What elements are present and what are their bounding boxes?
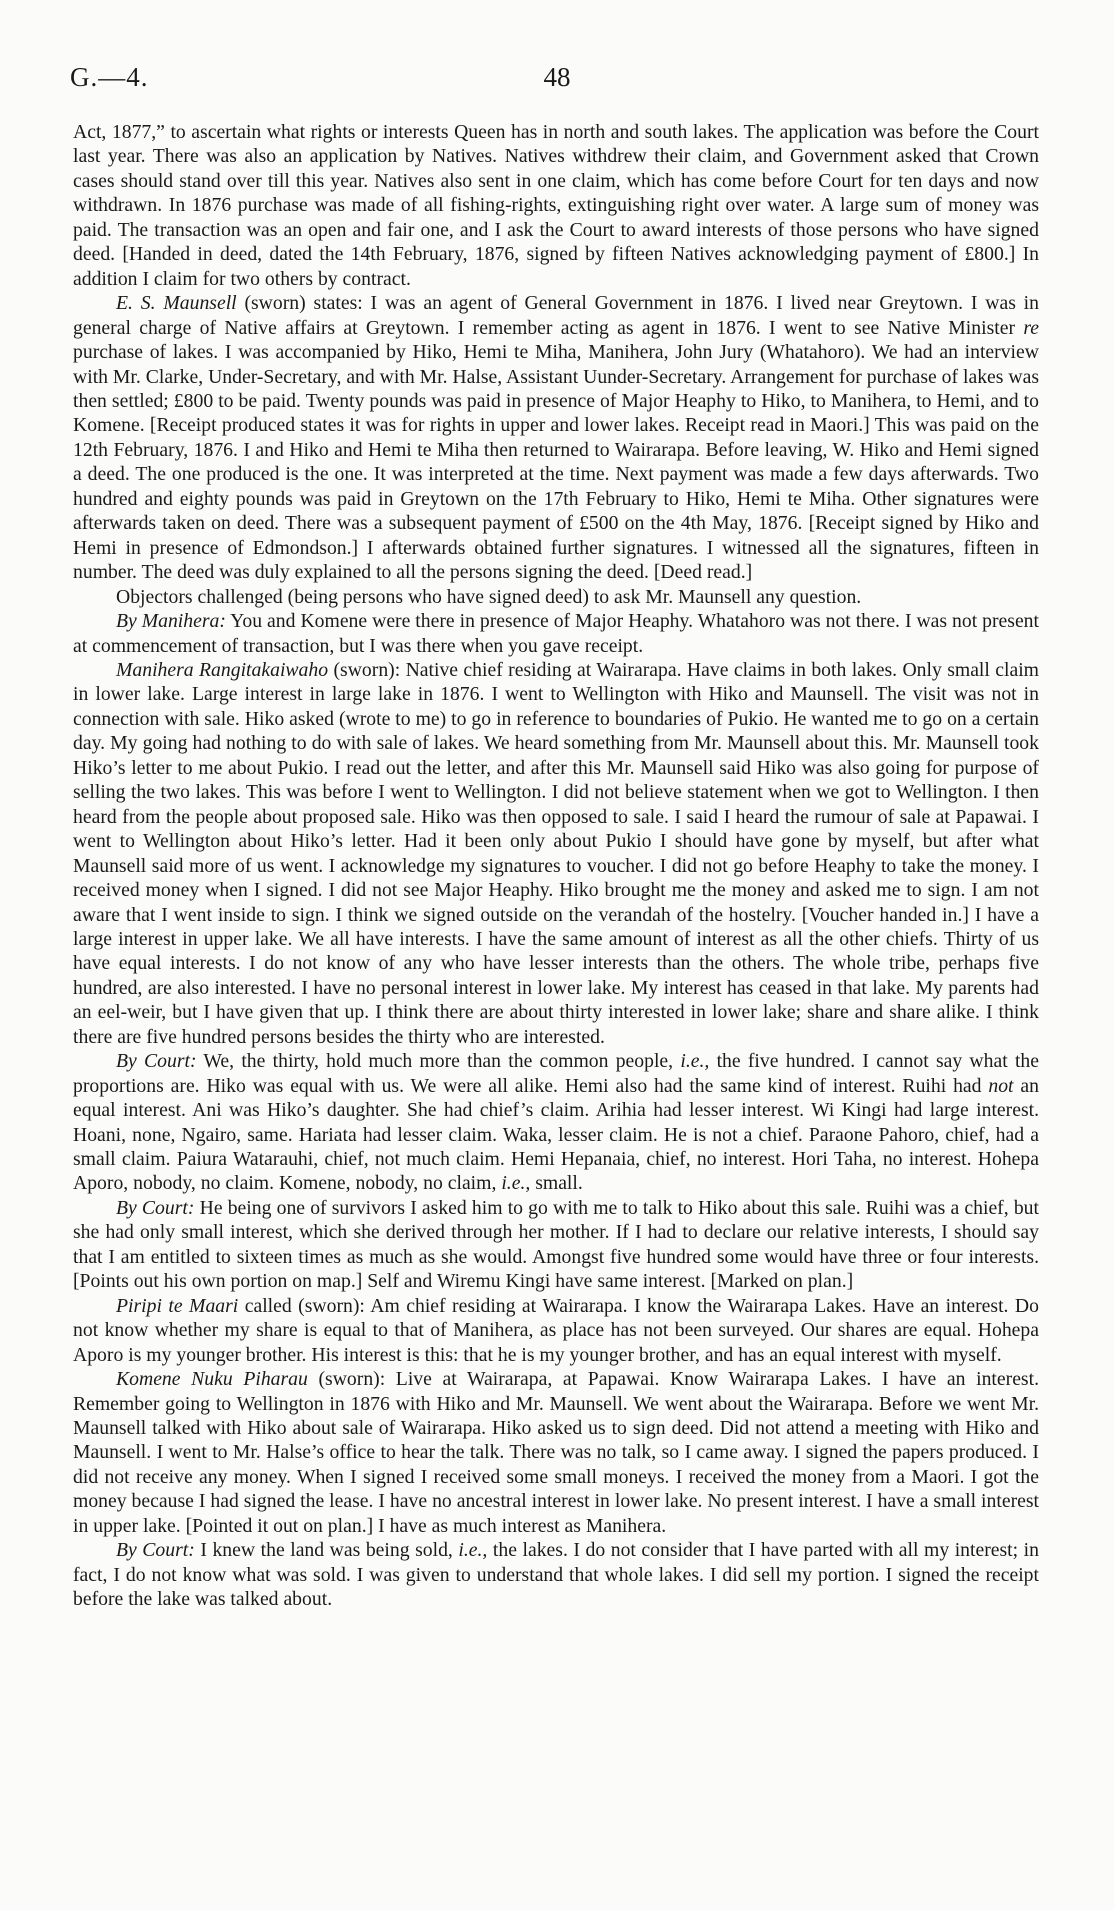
italic-text: By Court:	[116, 1050, 197, 1073]
italic-text: By Manihera:	[116, 610, 226, 633]
italic-text: By Court:	[116, 1196, 195, 1219]
document-reference: G.—4.	[70, 62, 149, 92]
paragraph	[73, 585, 1039, 609]
paragraph	[73, 1294, 1039, 1367]
paragraph-text: (sworn): Native chief residing at Wairarapa. Have claims in both lakes. Only small claim in lower lake. Large interest in large lake in 1876. I went to Wellington with Hiko and Maunsell. The visit was not in connection with sale. Hiko asked (wrote to me) to go in reference to boundaries of Pukio. He wanted me to go on a certain day. My going had nothing to do with sale of lakes. We heard something from Mr. Maunsell about this. Mr. Maunsell took Hiko’s letter to me about Pukio. I read out the letter, and after this Mr. Maunsell said Hiko was also going for purpose of selling the two lakes. This was before I went to Wellington. I did not believe statement when we got to Wellington. I then heard from the people about proposed sale. Hiko was then opposed to sale. I said I heard the rumour of sale at Papawai. I went to Wellington about Hiko’s letter. Had it been only about Pukio I should have gone by myself, but after what Maunsell said more of us went. I acknowledge my signatures to voucher. I did not go before Heaphy to take the money. I received money when I signed. I did not see Major Heaphy. Hiko brought me the money and asked me to sign. I am not aware that I went inside to sign. I think we signed outside on the verandah of the hostelry. [Voucher handed in.] I have a large interest in upper lake. We all have interests. I have the same amount of interest as all the other chiefs. Thirty of us have equal interests. I do not know of any who have lesser interests than the others. The whole tribe, perhaps five hundred, are also interested. I have no personal interest in lower lake. My interest has ceased in that lake. My parents had an eel-weir, but I have given that up. I think there are about thirty interested in lower lake; share and share alike. I think there are five hundred persons besides the thirty who are interested.	[73, 658, 1039, 1048]
paragraph-text: (sworn) states: I was an agent of General Government in 1876. I lived near Greytown. I was in general charge of Native affairs at Greytown. I remember acting as agent in 1876. I went to see Native Minister	[73, 292, 1039, 339]
italic-text: i.e.,	[680, 1050, 710, 1073]
page-header	[70, 62, 1044, 102]
italic-text: i.e.,	[501, 1172, 531, 1195]
paragraph	[73, 291, 1039, 584]
italic-text: re	[1023, 316, 1039, 339]
paragraph-text: small.	[530, 1172, 583, 1195]
paragraph-text: the five hundred. I cannot say what the proportions are. Hiko was equal with us. We were all alike. Hemi also had the same kind of interest. Ruihi had	[73, 1050, 1039, 1097]
paragraph-text: You and Komene were there in presence of Major Heaphy. Whatahoro was not there. I was not present at commencement of transaction, but I was there when you gave receipt.	[73, 610, 1039, 657]
paragraph	[73, 120, 1039, 291]
paragraph-text: called (sworn): Am chief residing at Wairarapa. I know the Wairarapa Lakes. Have an interest. Do not know whether my share is equal to that of Manihera, as place has not been surveyed. Our shares are equal. Hohepa Aporo is my younger brother. His interest is this: that he is my younger brother, and has an equal interest with myself.	[73, 1294, 1039, 1366]
paragraph-text: We, the thirty, hold much more than the common people,	[196, 1050, 681, 1073]
italic-text: E. S. Maunsell	[116, 292, 237, 315]
paragraph	[73, 1538, 1039, 1611]
paragraph-text: He being one of survivors I asked him to go with me to talk to Hiko about this sale. Ruihi was a chief, but she had only small interest, which she derived through her mother. If I had to declare our relative interests, I should say that I am entitled to sixteen times as much as she would. Amongst five hundred some would have three or four interests. [Points out his own portion on map.] Self and Wiremu Kingi have same interest. [Marked on plan.]	[73, 1196, 1039, 1293]
paragraph	[73, 1367, 1039, 1538]
paragraph	[73, 658, 1039, 1049]
paragraph-text: purchase of lakes. I was accompanied by Hiko, Hemi te Miha, Manihera, John Jury (Whatahoro). We had an interview with Mr. Clarke, Under-Secretary, and with Mr. Halse, Assistant Uunder-Secretary. Arrangement for purchase of lakes was then settled; £800 to be paid. Twenty pounds was paid in presence of Major Heaphy to Hiko, to Manihera, to Hemi, and to Komene. [Receipt produced states it was for rights in upper and lower lakes. Receipt read in Maori.] This was paid on the 12th February, 1876. I and Hiko and Hemi te Miha then returned to Wairarapa. Before leaving, W. Hiko and Hemi signed a deed. The one produced is the one. It was interpreted at the time. Next payment was made a few days afterwards. Two hundred and eighty pounds was paid in Greytown on the 17th February to Hiko, Hemi te Miha. Other signatures were afterwards taken on deed. There was a subsequent payment of £500 on the 4th May, 1876. [Receipt signed by Hiko and Hemi in presence of Edmondson.] I afterwards obtained further signatures. I witnessed all the signatures, fifteen in number. The deed was duly explained to all the persons signing the deed. [Deed read.]	[73, 341, 1039, 584]
italic-text: Piripi te Maari	[116, 1294, 239, 1317]
paragraph-text: an equal interest. Ani was Hiko’s daughter. She had chief’s claim. Arihia had lesser interest. Wi Kingi had large interest. Hoani, none, Ngairo, same. Hariata had lesser claim. Waka, lesser claim. He is not a chief. Paraone Pahoro, chief, had a small claim. Paiura Watarauhi, chief, not much claim. Hemi Hepanaia, chief, no interest. Hori Taha, no interest. Hohepa Aporo, nobody, no claim. Komene, nobody, no claim,	[73, 1074, 1039, 1195]
paragraph	[73, 609, 1039, 658]
paragraph-text: Objectors challenged (being persons who have signed deed) to ask Mr. Maunsell any question.	[116, 585, 862, 608]
paragraph-text: (sworn): Live at Wairarapa, at Papawai. Know Wairarapa Lakes. I have an interest. Remember going to Wellington in 1876 with Hiko and Mr. Maunsell. We went about the Wairarapa. Before we went Mr. Maunsell talked with Hiko about sale of Wairarapa. Hiko asked us to sign deed. Did not attend a meeting with Hiko and Maunsell. I went to Mr. Halse’s office to hear the talk. There was no talk, so I came away. I signed the papers produced. I did not receive any money. When I signed I received some small moneys. I received the money from a Maori. I got the money because I had signed the lease. I have no ancestral interest in lower lake. No present interest. I have a small interest in upper lake. [Pointed it out on plan.] I have as much interest as Manihera.	[73, 1368, 1039, 1537]
italic-text: Manihera Rangitakaiwaho	[116, 658, 329, 681]
paragraph	[73, 1196, 1039, 1294]
paragraph-text: the lakes. I do not consider that I have parted with all my interest; in fact, I do not know what was sold. I was given to understand that whole lakes. I did sell my portion. I signed the receipt before the lake was talked about.	[73, 1539, 1039, 1611]
paragraph	[73, 1049, 1039, 1196]
body-text	[73, 120, 1039, 1612]
italic-text: i.e.,	[458, 1539, 488, 1562]
italic-text: not	[988, 1074, 1014, 1097]
paragraph-text: I knew the land was being sold,	[194, 1539, 459, 1562]
page-number: 48	[543, 62, 571, 92]
italic-text: Komene Nuku Piharau	[116, 1368, 308, 1391]
italic-text: By Court:	[116, 1539, 195, 1562]
paragraph-text: Act, 1877,” to ascertain what rights or interests Queen has in north and south lakes. The application was before the Court last year. There was also an application by Natives. Natives withdrew their claim, and Government asked that Crown cases should stand over till this year. Natives also sent in one claim, which has come before Court for ten days and now withdrawn. In 1876 purchase was made of all fishing-rights, extinguishing right over water. A large sum of money was paid. The transaction was an open and fair one, and I ask the Court to award interests of those persons who have signed deed. [Handed in deed, dated the 14th February, 1876, signed by fifteen Natives acknowledging payment of £800.] In addition I claim for two others by contract.	[73, 121, 1039, 290]
